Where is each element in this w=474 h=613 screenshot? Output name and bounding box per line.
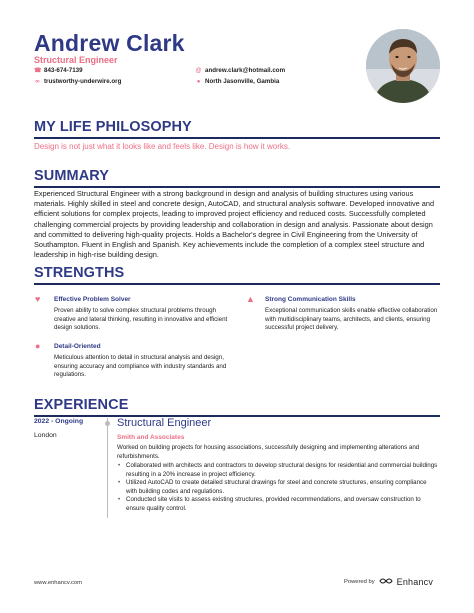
warning-icon: ▲ [246, 294, 255, 304]
contact-email[interactable] [195, 67, 285, 74]
experience-heading: EXPERIENCE [34, 397, 129, 413]
experience-bullet: • Utilized AutoCAD to create detailed structural drawings for steel and concrete structures, ensuring compliance with building codes and regulations. [117, 479, 439, 496]
link-icon: ∞ [35, 78, 40, 85]
experience-company: Smith and Associates [117, 434, 185, 441]
strength-title: Strong Communication Skills [265, 296, 356, 303]
experience-bullets [117, 462, 439, 514]
strengths-heading: STRENGTHS [34, 265, 125, 281]
enhancv-logo-icon [379, 577, 393, 587]
summary-heading: SUMMARY [34, 168, 110, 184]
heart-icon: ♥ [35, 294, 41, 304]
location-pin-icon: ● [196, 78, 201, 85]
strength-description: Meticulous attention to detail in structural analysis and design, ensuring accuracy and compliance with industry standards and regulations. [54, 354, 227, 379]
phone-text: 843-674-7139 [44, 67, 83, 74]
strength-title: Detail-Oriented [54, 343, 101, 350]
philosophy-divider [34, 137, 440, 139]
experience-intro: Worked on building projects for housing associations, successfully designing and implementing alterations and refurbishments. [117, 444, 420, 460]
experience-divider [34, 415, 440, 417]
summary-divider [34, 186, 440, 188]
experience-title: Structural Engineer [117, 417, 212, 429]
contact-website[interactable] [34, 78, 121, 85]
profile-photo [366, 29, 440, 103]
strength-title: Effective Problem Solver [54, 296, 131, 303]
experience-location: London [34, 432, 57, 439]
candidate-name: Andrew Clark [34, 30, 185, 56]
website-text[interactable]: trustworthy-underwire.org [44, 78, 122, 85]
summary-text: Experienced Structural Engineer with a strong background in design and analysis of building structures using various materials. Highly skilled in steel and concrete design, AutoCAD, and structural analysis software. Developed innovative and efficient solutions for complex projects, leading to improved project efficiency and reduced costs. Successfully completed challenging commercial projects by providing leadership and collaboration in design and analysis. Passionate about design and committed to delivering high-quality projects. Holds a Bachelor's degree in Civil Engineering from the University of Southampton. Fluent in English and Spanish. Key achievements include the completion of a complex steel structure and leadership in high-rise building design. [34, 189, 435, 260]
footer-website[interactable]: www.enhancv.com [34, 580, 82, 586]
powered-by-text: Powered by [344, 579, 375, 585]
experience-bullet: • Collaborated with architects and contractors to develop structural designs for residential and commercial buildings resulting in a 20% increase in project efficiency. [117, 462, 439, 479]
candidate-role: Structural Engineer [34, 55, 118, 65]
location-text: North Jasonville, Gambia [205, 78, 280, 85]
experience-bullet: • Conducted site visits to assess existing structures, provided recommendations, and oversaw construction to ensure quality control. [117, 496, 439, 513]
email-text[interactable]: andrew.clark@hotmail.com [205, 67, 286, 74]
phone-icon: ☎ [34, 68, 42, 74]
philosophy-heading: MY LIFE PHILOSOPHY [34, 119, 192, 135]
timeline-line [107, 418, 108, 518]
philosophy-quote: Design is not just what it looks like and feels like. Design is how it works. [34, 142, 291, 151]
footer-powered-by [344, 577, 433, 587]
experience-date: 2022 - Ongoing [34, 418, 84, 425]
brand-name: Enhancv [396, 577, 434, 587]
strengths-divider [34, 283, 440, 285]
contact-location [195, 78, 279, 85]
contact-phone [34, 67, 83, 74]
strength-description: Proven ability to solve complex structural problems through creative and lateral thinking, resulting in innovative and efficient design solutions. [54, 307, 228, 332]
at-icon: @ [195, 67, 202, 74]
lightbulb-icon: ● [35, 341, 41, 351]
strength-description: Exceptional communication skills enable effective collaboration with multidisciplinary teams, architects, and clients, ensuring successful project delivery. [265, 307, 438, 332]
timeline-dot [105, 421, 110, 426]
